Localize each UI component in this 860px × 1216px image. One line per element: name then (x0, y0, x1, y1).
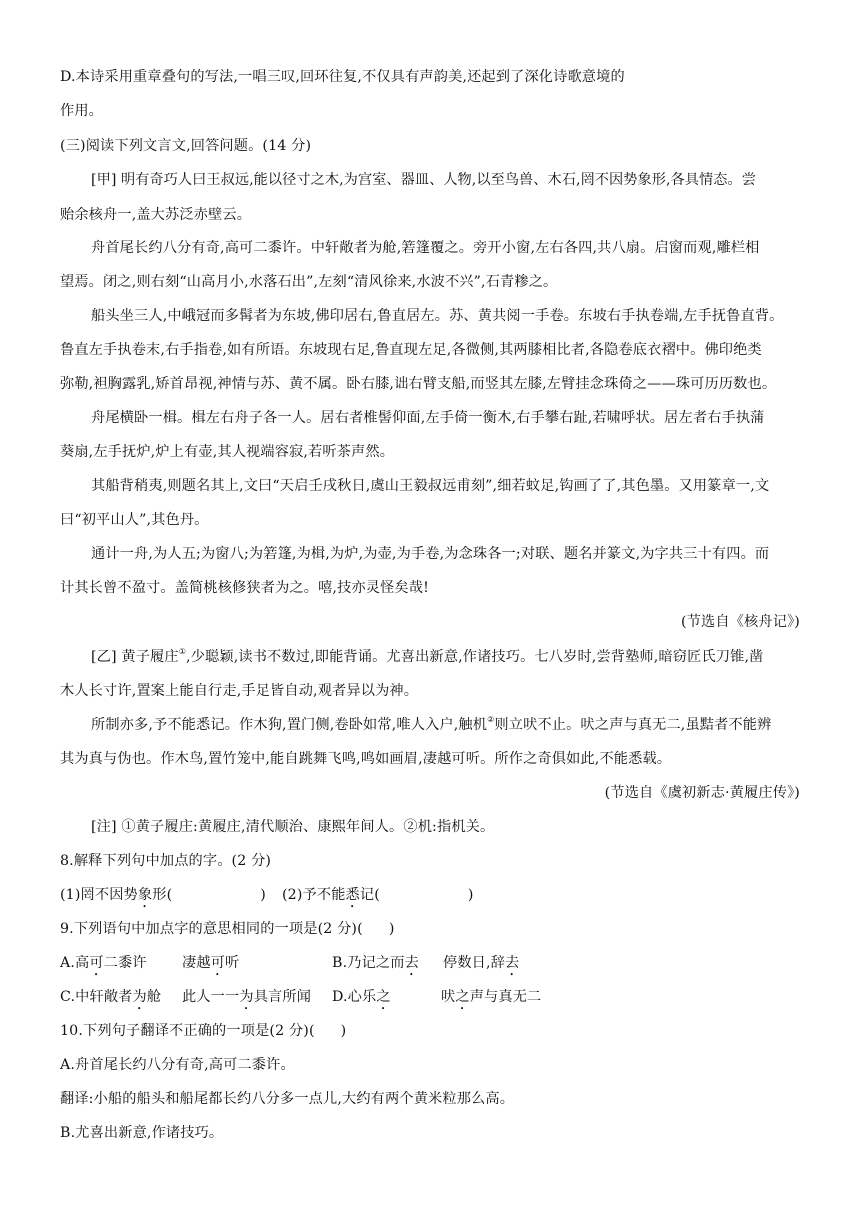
yi-p2-line1 (91, 715, 804, 735)
q9-option-d1: D.心乐之 (332, 989, 391, 1005)
jia-p5-line2: 曰“初平山人”,其色丹。 (60, 512, 209, 528)
footnote-ref-2: ② (487, 715, 495, 724)
q8-items (60, 885, 804, 911)
jia-p3-line1: 船头坐三人,中峨冠而多髯者为东坡,佛印居右,鲁直居左。苏、黄共阅一手卷。东坡右手执卷端,左手抚鲁直背。 (91, 308, 784, 324)
q9-option-a1: A.高可二黍许 (60, 955, 147, 971)
q9-option-d2: 吠之声与真无二 (441, 989, 542, 1005)
q10-option-a-translation: 翻译:小船的船头和船尾都长约八分多一点儿,大约有两个黄米粒那么高。 (60, 1091, 515, 1107)
jia-p6-line2: 计其长曾不盈寸。盖简桃核修狭者为之。嘻,技亦灵怪矣哉! (60, 580, 429, 596)
footnote-ref-1: ① (178, 647, 187, 656)
jia-p3-line3: 弥勒,袒胸露乳,矫首昂视,神情与苏、黄不属。卧右膝,诎右臂支船,而竖其左膝,左臂挂念珠倚之——珠可历历数也。 (60, 376, 777, 392)
jia-p1-line1: [甲] 明有奇巧人曰王叔远,能以径寸之木,为宫室、器皿、人物,以至鸟兽、木石,罔不因势象形,各具情态。尝 (91, 172, 756, 188)
yi-source: (节选自《虞初新志·黄履庄传》) (604, 785, 800, 801)
annotation-note: [注] ①黄子履庄:黄履庄,清代顺治、康熙年间人。②机:指机关。 (91, 819, 495, 835)
option-d-line2: 作用。 (60, 103, 104, 119)
q8-item2-dotted: 悉 (345, 887, 360, 903)
q10-stem: 10.下列句子翻译不正确的一项是(2 分)( ) (60, 1023, 347, 1039)
jia-source: (节选自《核舟记》) (681, 614, 800, 630)
q8-item1: (1)罔不因势象形( ) (60, 887, 266, 903)
q9-option-a2: 凄越可听 (182, 955, 240, 971)
yi-p1-line1 (91, 647, 804, 667)
jia-p1-line2: 贻余核舟一,盖大苏泛赤壁云。 (60, 207, 252, 223)
jia-p5-line1: 其船背稍夷,则题名其上,文曰“天启壬戌秋日,虞山王毅叔远甫刻”,细若蚊足,钩画了了,其色墨。又用篆章一,文 (91, 478, 770, 494)
jia-p2-line2: 望焉。闭之,则右刻“山高月小,水落石出”,左刻“清风徐来,水波不兴”,石青糁之。 (60, 274, 558, 290)
yi-p2-line2: 其为真与伪也。作木鸟,置竹笼中,能自跳舞飞鸣,鸣如画眉,凄越可听。所作之奇俱如此,不能悉载。 (60, 751, 672, 767)
q8-item2: (2)予不能悉记( ) (281, 887, 474, 903)
jia-p4-line2: 葵扇,左手抚炉,炉上有壶,其人视端容寂,若听茶声然。 (60, 444, 395, 460)
q8-item1-dotted: 象 (137, 887, 153, 903)
yi-p1-line2: 木人长寸许,置案上能自行走,手足皆自动,观者异以为神。 (60, 683, 419, 699)
q9-stem: 9.下列语句中加点字的意思相同的一项是(2 分)( ) (60, 921, 395, 937)
jia-p2-line1: 舟首尾长约八分有奇,高可二黍许。中轩敞者为舱,箬篷覆之。旁开小窗,左右各四,共八扇。启窗而观,雕栏相 (91, 240, 760, 256)
q8-stem: 8.解释下列句中加点的字。(2 分) (60, 853, 272, 869)
option-d-line1: D.本诗采用重章叠句的写法,一唱三叹,回环往复,不仅具有声韵美,还起到了深化诗歌意境的 (60, 69, 625, 85)
yi-p2-post: 则立吠不止。吠之声与真无二,虽黠者不能辨 (494, 717, 772, 733)
jia-p4-line1: 舟尾横卧一楫。楫左右舟子各一人。居右者椎髻仰面,左手倚一衡木,右手攀右趾,若啸呼状。居左者右手执蒲 (91, 410, 765, 426)
section3-header: (三)阅读下列文言文,回答问题。(14 分) (60, 138, 312, 154)
q10-option-b: B.尤喜出新意,作诸技巧。 (60, 1125, 224, 1141)
yi-p1-pre: [乙] 黄子履庄 (91, 649, 179, 665)
q9-option-b1: B.乃记之而去 (332, 955, 419, 971)
yi-p1-post: ,少聪颖,读书不数过,即能背诵。尤喜出新意,作诸技巧。七八岁时,尝背塾师,暗窃匠氏刀锥,凿 (186, 649, 764, 665)
jia-p3-line2: 鲁直左手执卷末,右手指卷,如有所语。东坡现右足,鲁直现左足,各微侧,其两膝相比者,各隐卷底衣褶中。佛印绝类 (60, 342, 762, 358)
q9-option-b2: 停数日,辞去 (443, 955, 520, 971)
q9-option-c1: C.中轩敞者为舱 (60, 989, 162, 1005)
yi-p2-pre: 所制亦多,予不能悉记。作木狗,置门侧,卷卧如常,唯人入户,触机 (91, 717, 488, 733)
q10-option-a: A.舟首尾长约八分有奇,高可二黍许。 (60, 1057, 295, 1073)
jia-p6-line1: 通计一舟,为人五;为窗八;为箬篷,为楫,为炉,为壶,为手卷,为念珠各一;对联、题名并篆文,为字共三十有四。而 (91, 546, 770, 562)
q9-option-c2: 此人一一为具言所闻 (182, 989, 312, 1005)
